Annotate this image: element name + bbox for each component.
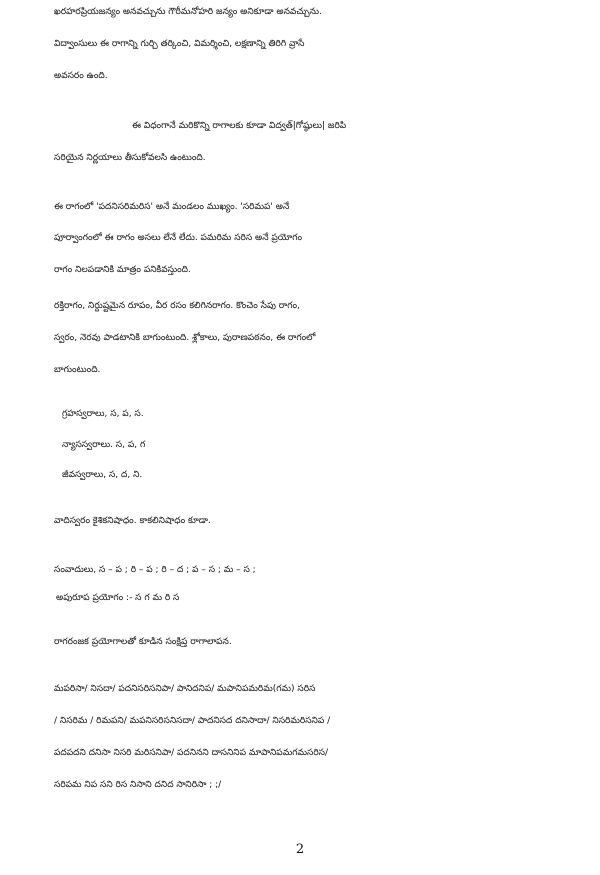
- alapana-line: / నిసరిమ / రిమపని/ మపనిసరిసనిసదా/ పాదనిసద దనిసాదా/ నిసరిమరిసనిప /: [54, 716, 331, 726]
- text-line: బాగుంటుంది.: [54, 365, 101, 375]
- swara-list-item: జీవస్వరాలు, స, ద, ని.: [62, 470, 143, 480]
- alapana-line: సరిపమ నిప సని రిస నిసాని దనిద సానిరిసా ; ;/: [54, 780, 222, 790]
- text-line: వాదిస్వరం కైశికనిషాధం. కాకలినిషాధం కూడా.: [54, 516, 211, 526]
- text-line: అపురూప ప్రయోగం :- స గ మ రి స: [56, 593, 180, 603]
- alapana-line: పదపదని దనిసా నిసరి మరిసనిపా/ పదనినని దాసనినిప మాపానిపమగమసరిస/: [54, 748, 329, 758]
- text-line: రక్తిరాగం, నిర్దుష్టమైన రూపం, వీర రసం కలిగినరాగం. కొంచెం సేపు రాగం,: [54, 301, 300, 311]
- text-line: ఖరహరప్రియజన్యం అనవచ్చును గౌరీమనోహరి జన్యం అనికూడా అనవచ్చును.: [54, 7, 322, 17]
- text-line: రాగం నిలపడానికి మాత్రం పనికివస్తుంది.: [54, 265, 191, 275]
- page-number: 2: [295, 842, 305, 857]
- alapana-line: మపరిసా/ నిసదా/ పదనిసరిసనిపా/ పానిదనిప/ మపానిపమరిమ(గమ) సరిస: [54, 684, 316, 694]
- text-line: సంవాదులు, స – ప ; రి – ప ; రి – ద ; ప – స ; మ – స ;: [54, 565, 256, 575]
- text-line: ఈ రాగంలో 'పదనిసరిమరిస' అనే మండలం ముఖ్యం. 'సరిమప' అనే: [54, 202, 290, 212]
- text-line: పూర్వాంగంలో ఈ రాగం అసలు లేనే లేదు. పమరిమ సరిస అనే ప్రయోగం: [54, 233, 303, 243]
- text-line: సరియైన నిర్ణయాలు తీసుకోవలసి ఉంటుంది.: [54, 153, 206, 163]
- text-line: రాగరంజక ప్రయోగాలతో కూడిన సంక్షిప్త రాగాలాపన.: [54, 637, 232, 647]
- text-line: స్వరం, నెరవు పాడటానికి బాగుంటుంది. శ్లోకాలు, పురాణపఠనం, ఈ రాగంలో: [54, 333, 316, 343]
- swara-list-item: గ్రహస్వరాలు, స, ప, స.: [62, 409, 144, 419]
- swara-list-item: న్యాసస్వరాలు. స, ప, గ: [62, 440, 146, 450]
- text-line: ఈ విధంగానే మరికొన్ని రాగాలకు కూడా విద్వత్|గోష్ఠులు| జరిపి: [132, 121, 347, 131]
- text-line: విద్వాంసులు ఈ రాగాన్ని గుర్చి తర్కించి, విమర్శించి, లక్షణాన్ని తిరిగి వ్రాసే: [54, 39, 305, 49]
- text-line: అవసరం ఉంది.: [54, 71, 108, 81]
